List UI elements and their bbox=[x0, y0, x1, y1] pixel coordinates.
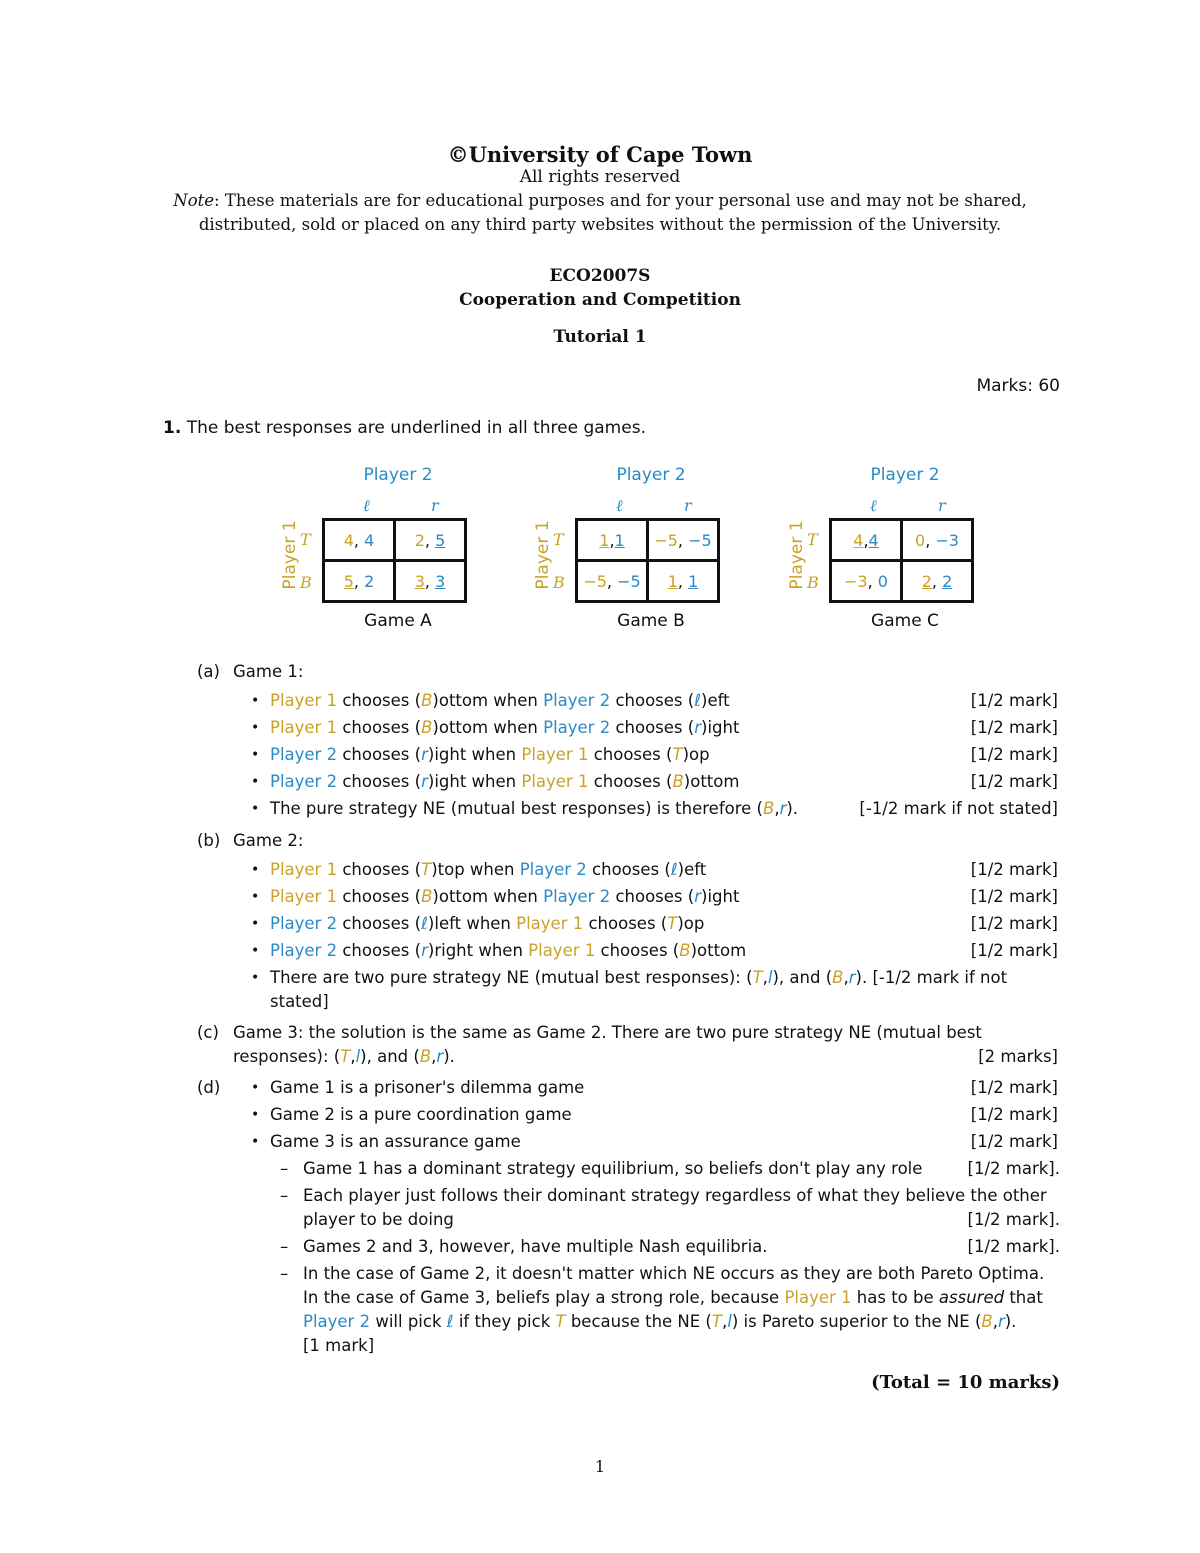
payoff-cell: −5, −5 bbox=[648, 520, 719, 561]
payoff-cell: 4,4 bbox=[831, 520, 902, 561]
row-label-t: T bbox=[807, 530, 818, 549]
b-item-2: Player 1 chooses (B)ottom when Player 2 chooses (r)ight bbox=[270, 887, 740, 906]
b-item-3: Player 2 chooses (ℓ)left when Player 1 chooses (T)op bbox=[270, 914, 705, 933]
d-sub-1-mark: [1/2 mark]. bbox=[967, 1159, 1060, 1178]
note-label: Note bbox=[173, 191, 215, 210]
game-a bbox=[260, 460, 500, 640]
a-item-4: Player 2 chooses (r)ight when Player 1 chooses (B)ottom bbox=[270, 772, 740, 791]
game-name: Game C bbox=[871, 611, 939, 631]
copyright-title: ©University of Cape Town bbox=[447, 142, 753, 167]
tutorial-title: Tutorial 1 bbox=[553, 327, 647, 347]
part-c-label: (c) bbox=[197, 1023, 219, 1042]
dash: – bbox=[280, 1264, 289, 1283]
question-number: 1. bbox=[163, 418, 182, 438]
bullet: • bbox=[251, 889, 260, 905]
bullet: • bbox=[251, 747, 260, 763]
player2-label: Player 2 bbox=[870, 465, 940, 485]
col-label-r: r bbox=[684, 496, 692, 515]
col-label-l: ℓ bbox=[870, 496, 877, 515]
page-number: 1 bbox=[594, 1457, 606, 1476]
dash: – bbox=[280, 1159, 289, 1178]
player1-label: Player 1 bbox=[280, 520, 300, 590]
row-label-b: B bbox=[553, 573, 565, 592]
payoff-cell: 5, 2 bbox=[324, 561, 395, 602]
a-item-1: Player 1 chooses (B)ottom when Player 2 chooses (ℓ)eft bbox=[270, 691, 730, 710]
course-title: Cooperation and Competition bbox=[459, 290, 741, 310]
d-sub-4-mark: [1 mark] bbox=[303, 1336, 375, 1355]
col-label-r: r bbox=[431, 496, 439, 515]
bullet: • bbox=[251, 801, 260, 817]
b-item-4: Player 2 chooses (r)right when Player 1 chooses (B)ottom bbox=[270, 941, 747, 960]
part-a-label: (a) bbox=[197, 662, 220, 681]
col-label-l: ℓ bbox=[363, 496, 370, 515]
b-item-5: There are two pure strategy NE (mutual best responses): (T,l), and (B,r). [-1/2 mark if not bbox=[270, 968, 1008, 987]
bullet: • bbox=[251, 774, 260, 790]
b-item-4-mark: [1/2 mark] bbox=[970, 941, 1058, 960]
part-b-title: Game 2: bbox=[233, 831, 304, 850]
payoff-cell: 4, 4 bbox=[324, 520, 395, 561]
d-item-3: Game 3 is an assurance game bbox=[270, 1132, 521, 1151]
a-item-3-mark: [1/2 mark] bbox=[970, 745, 1058, 764]
player2-label: Player 2 bbox=[363, 465, 433, 485]
b-item-5-cont: stated] bbox=[270, 992, 329, 1011]
row-label-b: B bbox=[807, 573, 819, 592]
payoff-matrix bbox=[322, 518, 467, 603]
payoff-matrix bbox=[575, 518, 720, 603]
row-label-b: B bbox=[300, 573, 312, 592]
bullet: • bbox=[251, 1080, 260, 1096]
part-a-title: Game 1: bbox=[233, 662, 304, 681]
b-item-1-mark: [1/2 mark] bbox=[970, 860, 1058, 879]
game-b bbox=[513, 460, 753, 640]
a-item-1-mark: [1/2 mark] bbox=[970, 691, 1058, 710]
payoff-cell: 1,1 bbox=[577, 520, 648, 561]
d-item-1: Game 1 is a prisoner's dilemma game bbox=[270, 1078, 585, 1097]
note-text-1: : These materials are for educational purposes and for your personal use and may not be shared, bbox=[214, 191, 1027, 210]
payoff-cell: −3, 0 bbox=[831, 561, 902, 602]
col-label-l: ℓ bbox=[616, 496, 623, 515]
a-item-4-mark: [1/2 mark] bbox=[970, 772, 1058, 791]
game-c bbox=[767, 460, 1007, 640]
bullet: • bbox=[251, 1134, 260, 1150]
d-sub-4-line-3: Player 2 will pick ℓ if they pick T because the NE (T,l) is Pareto superior to the NE (B,r). bbox=[303, 1312, 1017, 1331]
part-d-label: (d) bbox=[197, 1078, 221, 1097]
player2-label: Player 2 bbox=[616, 465, 686, 485]
part-b-label: (b) bbox=[197, 831, 221, 850]
a-item-2-mark: [1/2 mark] bbox=[970, 718, 1058, 737]
row-label-t: T bbox=[553, 530, 564, 549]
a-item-3: Player 2 chooses (r)ight when Player 1 chooses (T)op bbox=[270, 745, 710, 764]
payoff-matrix bbox=[829, 518, 974, 603]
bullet: • bbox=[251, 1107, 260, 1123]
note-line-2: distributed, sold or placed on any third party websites without the permission of the University. bbox=[198, 215, 1002, 234]
payoff-cell: 1, 1 bbox=[648, 561, 719, 602]
row-label-t: T bbox=[300, 530, 311, 549]
question-1 bbox=[163, 418, 646, 438]
payoff-cell: 2, 2 bbox=[902, 561, 973, 602]
d-sub-4-line-2: In the case of Game 3, beliefs play a strong role, because Player 1 has to be assured that bbox=[303, 1288, 1043, 1307]
d-sub-1: Game 1 has a dominant strategy equilibrium, so beliefs don't play any role bbox=[303, 1159, 923, 1178]
a-item-5-mark: [-1/2 mark if not stated] bbox=[859, 799, 1058, 818]
course-code: ECO2007S bbox=[549, 266, 651, 286]
rights-line: All rights reserved bbox=[519, 167, 681, 187]
part-c-line-2: responses): (T,l), and (B,r). bbox=[233, 1047, 455, 1066]
payoff-cell: −5, −5 bbox=[577, 561, 648, 602]
payoff-cell: 2, 5 bbox=[395, 520, 466, 561]
bullet: • bbox=[251, 693, 260, 709]
b-item-3-mark: [1/2 mark] bbox=[970, 914, 1058, 933]
dash: – bbox=[280, 1237, 289, 1256]
player1-label: Player 1 bbox=[787, 520, 807, 590]
d-item-1-mark: [1/2 mark] bbox=[970, 1078, 1058, 1097]
game-name: Game A bbox=[364, 611, 432, 631]
bullet: • bbox=[251, 862, 260, 878]
player1-label: Player 1 bbox=[533, 520, 553, 590]
total-marks: (Total = 10 marks) bbox=[871, 1372, 1060, 1393]
d-sub-4: In the case of Game 2, it doesn't matter which NE occurs as they are both Pareto Optima. bbox=[303, 1264, 1045, 1283]
part-c-line-1: Game 3: the solution is the same as Game 2. There are two pure strategy NE (mutual best bbox=[233, 1023, 982, 1042]
b-item-2-mark: [1/2 mark] bbox=[970, 887, 1058, 906]
game-name: Game B bbox=[617, 611, 685, 631]
part-c-mark: [2 marks] bbox=[978, 1047, 1058, 1066]
d-item-2: Game 2 is a pure coordination game bbox=[270, 1105, 572, 1124]
d-sub-3: Games 2 and 3, however, have multiple Nash equilibria. bbox=[303, 1237, 768, 1256]
payoff-cell: 0, −3 bbox=[902, 520, 973, 561]
bullet: • bbox=[251, 916, 260, 932]
dash: – bbox=[280, 1186, 289, 1205]
b-item-1: Player 1 chooses (T)top when Player 2 chooses (ℓ)eft bbox=[270, 860, 707, 879]
d-sub-2-mark: [1/2 mark]. bbox=[967, 1210, 1060, 1229]
col-label-r: r bbox=[938, 496, 946, 515]
payoff-cell: 3, 3 bbox=[395, 561, 466, 602]
marks-total: Marks: 60 bbox=[976, 376, 1060, 396]
note-line-1 bbox=[0, 191, 1200, 210]
d-item-3-mark: [1/2 mark] bbox=[970, 1132, 1058, 1151]
d-sub-2-cont: player to be doing bbox=[303, 1210, 454, 1229]
a-item-2: Player 1 chooses (B)ottom when Player 2 chooses (r)ight bbox=[270, 718, 740, 737]
d-sub-2: Each player just follows their dominant strategy regardless of what they believe the other bbox=[303, 1186, 1047, 1205]
bullet: • bbox=[251, 970, 260, 986]
a-item-5: The pure strategy NE (mutual best responses) is therefore (B,r). bbox=[270, 799, 799, 818]
d-item-2-mark: [1/2 mark] bbox=[970, 1105, 1058, 1124]
bullet: • bbox=[251, 943, 260, 959]
question-text: The best responses are underlined in all three games. bbox=[181, 418, 646, 438]
d-sub-3-mark: [1/2 mark]. bbox=[967, 1237, 1060, 1256]
bullet: • bbox=[251, 720, 260, 736]
